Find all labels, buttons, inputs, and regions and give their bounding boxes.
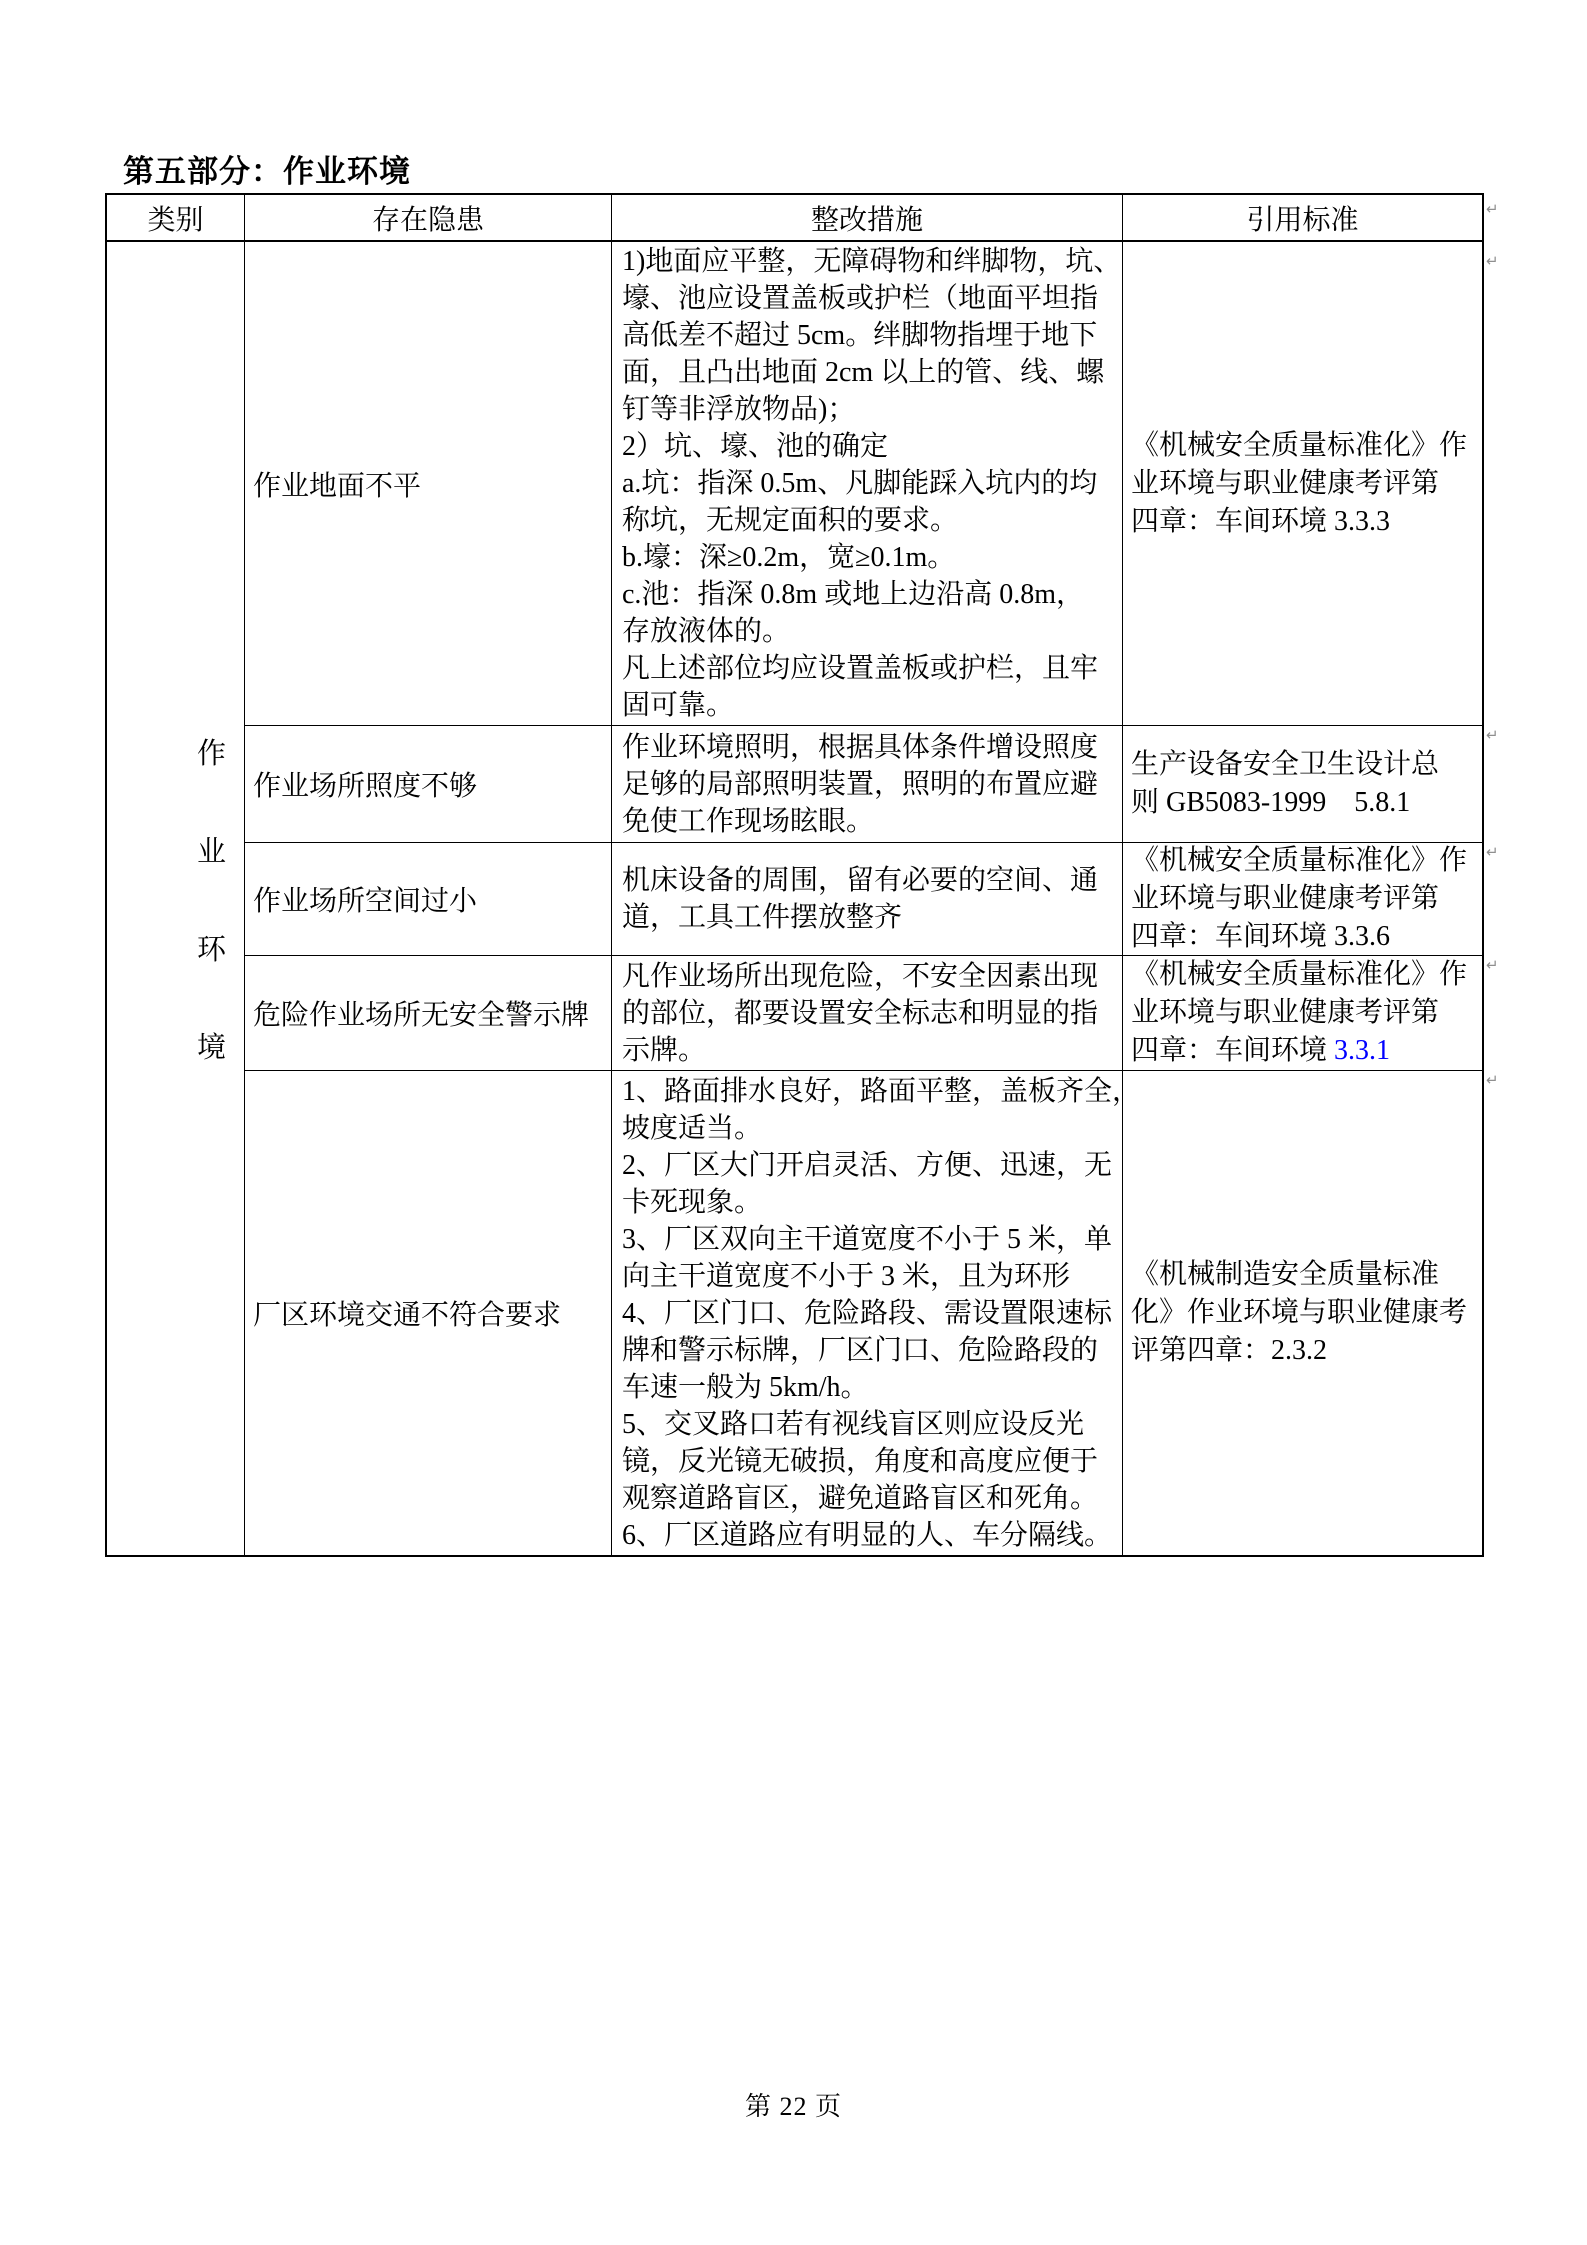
standard-text: 则 GB5083-1999 5.8.1: [1131, 787, 1411, 818]
measures-line: 凡作业场所出现危险，不安全因素出现: [622, 960, 1099, 992]
header-hazard: 存在隐患: [245, 195, 612, 242]
measures-line: 存放液体的。: [622, 616, 791, 647]
measures-line: 1)地面应平整，无障碍物和绊脚物，坑、: [622, 246, 1122, 277]
measures-line: 道，工具工件摆放整齐: [622, 902, 903, 933]
standard-text: 四章：车间环境 3.3.6: [1131, 921, 1391, 952]
standard-text: 《机械安全质量标准化》作: [1131, 845, 1468, 876]
measures-cell: [612, 843, 1123, 956]
measures-line: 3、厂区双向主干道宽度不小于 5 米，单: [622, 1223, 1113, 1255]
measures-line: 牌和警示标牌，厂区门口、危险路段的: [622, 1334, 1099, 1366]
paragraph-mark-icon: ↵: [1486, 726, 1499, 744]
measures-line: 作业环境照明，根据具体条件增设照度: [622, 731, 1099, 763]
hazard-cell: [245, 242, 612, 726]
measures-line: 车速一般为 5km/h。: [622, 1371, 869, 1403]
measures-line: 向主干道宽度不小于 3 米，且为环形: [622, 1260, 1071, 1292]
measures-line: 钉等非浮放物品)；: [622, 394, 856, 425]
measures-line: 坡度适当。: [622, 1112, 763, 1144]
category-char: 境: [196, 1032, 226, 1064]
header-standard: 引用标准: [1123, 195, 1482, 242]
standard-cell: [1123, 843, 1482, 956]
measures-cell: [612, 726, 1123, 843]
measures-line: 固可靠。: [622, 690, 735, 721]
measures-line: 面，且凸出地面 2cm 以上的管、线、螺: [622, 357, 1105, 388]
standard-text: 评第四章：2.3.2: [1131, 1335, 1328, 1366]
measures-line: 观察道路盲区，避免道路盲区和死角。: [622, 1482, 1099, 1514]
measures-line: 免使工作现场眩眼。: [622, 805, 875, 837]
standard-cell: [1123, 1071, 1482, 1555]
measures-line: 称坑，无规定面积的要求。: [622, 505, 959, 536]
standard-line: [1131, 994, 1482, 1032]
standard-line: [1131, 1332, 1482, 1370]
standard-line: [1131, 784, 1482, 822]
standard-line: [1131, 1294, 1482, 1332]
category-char: 环: [196, 934, 226, 966]
standard-line: [1131, 503, 1482, 541]
measures-line: 卡死现象。: [622, 1186, 763, 1218]
standard-text: 业环境与职业健康考评第: [1131, 467, 1440, 499]
header-measures: 整改措施: [612, 195, 1123, 242]
hazard-cell: [245, 726, 612, 843]
hazard-text: 作业场所照度不够: [253, 771, 478, 802]
hazard-cell: [245, 843, 612, 956]
page-title: 第五部分：作业环境: [123, 154, 411, 189]
standard-text: 四章：车间环境: [1131, 1035, 1335, 1066]
measures-line: 壕、池应设置盖板或护栏（地面平坦指: [622, 283, 1099, 314]
measures-line: 足够的局部照明装置，照明的布置应避: [622, 768, 1099, 800]
measures-line: b.壕：深≥0.2m，宽≥0.1m。: [622, 542, 956, 573]
standard-line: [1131, 842, 1482, 880]
hazard-text: 厂区环境交通不符合要求: [253, 1300, 562, 1331]
category-cell: [107, 242, 245, 1555]
standard-line: [1131, 465, 1482, 503]
measures-line: 1、路面排水良好，路面平整，盖板齐全，: [622, 1075, 1141, 1107]
hazard-text: 作业地面不平: [253, 470, 422, 502]
measures-line: c.池：指深 0.8m 或地上边沿高 0.8m，: [622, 579, 1084, 610]
category-char: 业: [196, 836, 226, 868]
standard-cell: [1123, 242, 1482, 726]
measures-line: 示牌。: [622, 1034, 707, 1066]
measures-line: 6、厂区道路应有明显的人、车分隔线。: [622, 1519, 1113, 1551]
measures-line: 机床设备的周围，留有必要的空间、通: [622, 865, 1099, 896]
measures-line: 高低差不超过 5cm。绊脚物指埋于地下: [622, 320, 1098, 351]
measures-line: 4、厂区门口、危险路段、需设置限速标: [622, 1297, 1113, 1329]
measures-line: 2、厂区大门开启灵活、方便、迅速，无: [622, 1149, 1113, 1181]
standard-line: [1131, 1032, 1482, 1070]
measures-cell: [612, 242, 1123, 726]
standard-text: 业环境与职业健康考评第: [1131, 997, 1440, 1028]
measures-cell: [612, 956, 1123, 1071]
measures-cell: [612, 1071, 1141, 1555]
standard-text: 生产设备安全卫生设计总: [1131, 749, 1440, 780]
paragraph-mark-icon: ↵: [1486, 1071, 1499, 1089]
standard-line: [1131, 956, 1482, 994]
standard-text: 业环境与职业健康考评第: [1131, 883, 1440, 914]
measures-line: 5、交叉路口若有视线盲区则应设反光: [622, 1408, 1085, 1440]
standard-text: 化》作业环境与职业健康考: [1131, 1297, 1468, 1328]
standard-text: 四章：车间环境 3.3.3: [1131, 505, 1391, 537]
measures-line: a.坑：指深 0.5m、凡脚能踩入坑内的均: [622, 468, 1098, 499]
measures-line: 凡上述部位均应设置盖板或护栏，且牢: [622, 653, 1099, 684]
standard-line: [1131, 746, 1482, 784]
hazard-text: 危险作业场所无安全警示牌: [253, 1000, 590, 1031]
standard-text: 《机械制造安全质量标准: [1131, 1259, 1440, 1290]
category-char: 作: [196, 738, 226, 770]
measures-line: 2）坑、壕、池的确定: [622, 431, 889, 462]
standard-text: 《机械安全质量标准化》作: [1131, 959, 1468, 990]
header-category: 类别: [107, 195, 245, 242]
hazard-text: 作业场所空间过小: [253, 886, 478, 917]
measures-line: 的部位，都要设置安全标志和明显的指: [622, 997, 1099, 1029]
paragraph-mark-icon: ↵: [1486, 956, 1499, 974]
measures-line: 镜，反光镜无破损，角度和高度应便于: [622, 1445, 1099, 1477]
hazard-table: [105, 193, 1484, 1557]
standard-text: 《机械安全质量标准化》作: [1131, 429, 1468, 461]
standard-line: [1131, 918, 1482, 956]
standard-line: [1131, 427, 1482, 465]
standard-line: [1131, 1256, 1482, 1294]
standard-cell: [1123, 956, 1482, 1071]
standard-line: [1131, 880, 1482, 918]
standard-cell: [1123, 726, 1482, 843]
paragraph-mark-icon: ↵: [1486, 252, 1499, 270]
paragraph-mark-icon: ↵: [1486, 843, 1499, 861]
standard-link[interactable]: 3.3.1: [1334, 1035, 1391, 1066]
paragraph-mark-icon: ↵: [1486, 200, 1499, 218]
page-number: 第 22 页: [744, 2092, 842, 2121]
hazard-cell: [245, 956, 612, 1071]
hazard-cell: [245, 1071, 612, 1555]
